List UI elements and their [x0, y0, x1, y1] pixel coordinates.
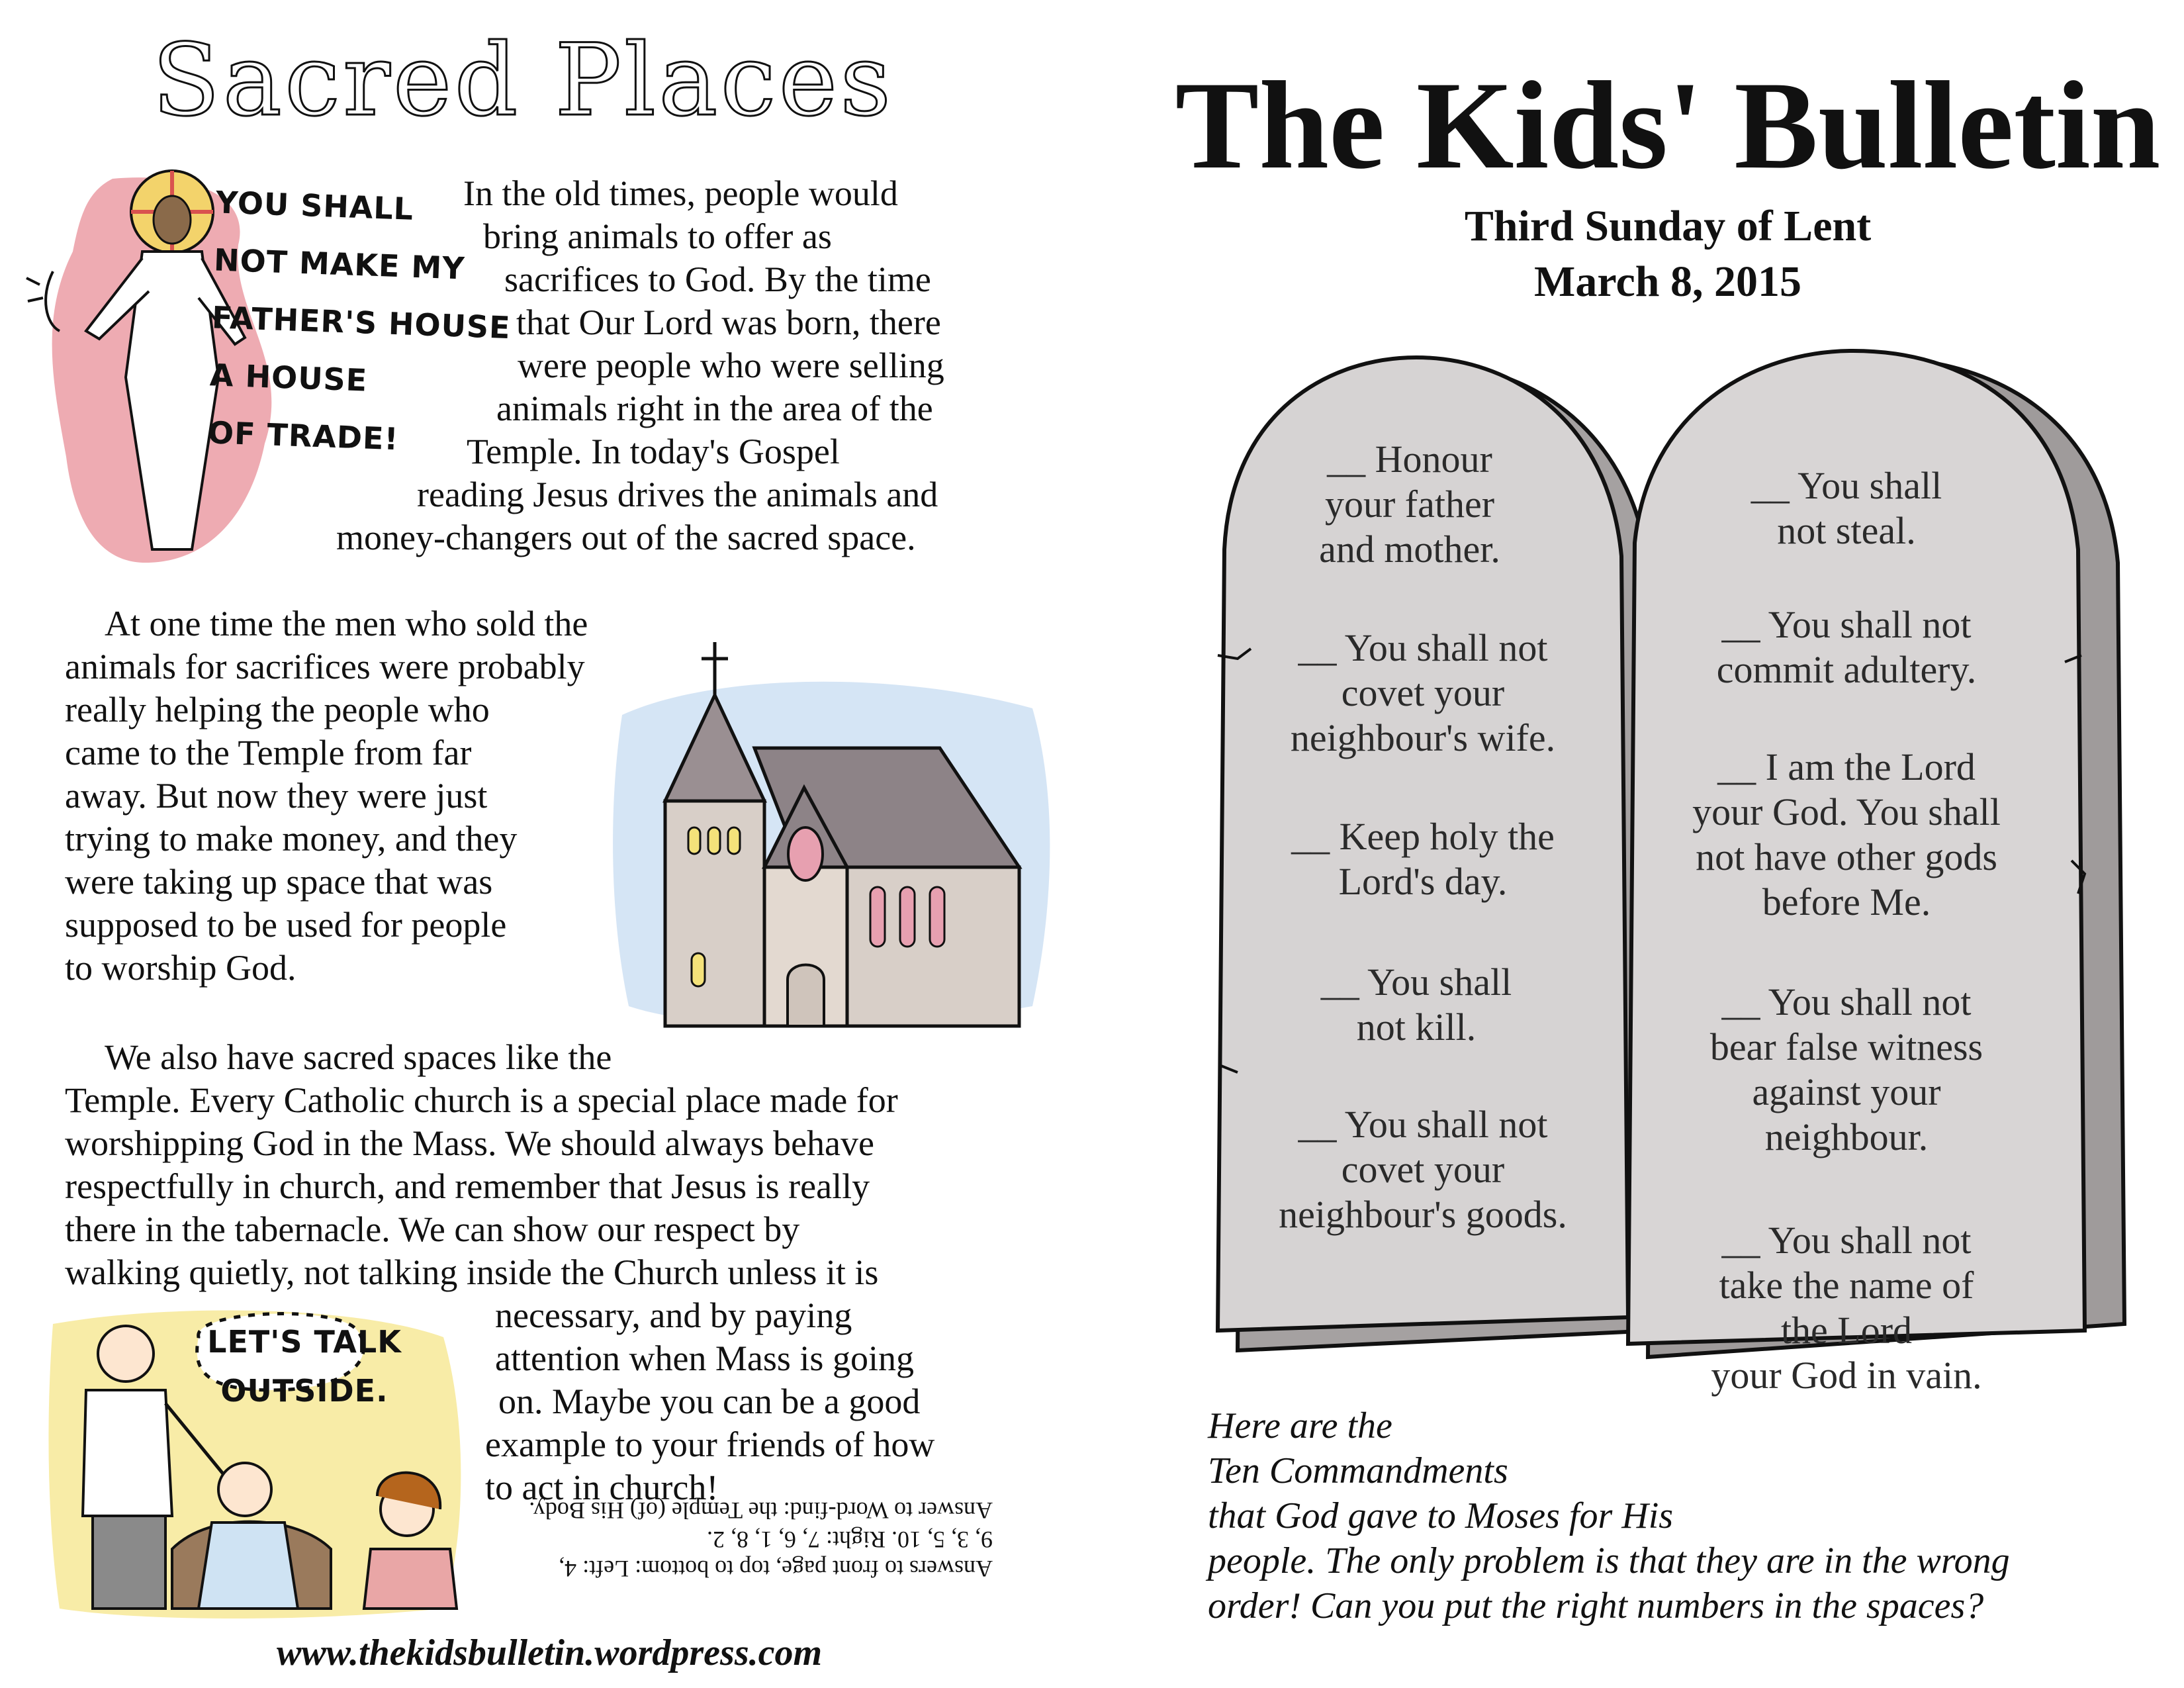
commandment-right-5: __ You shall not take the name of the Lord your God in vain.	[1711, 1219, 1982, 1397]
page-title: Sacred Places	[152, 23, 894, 138]
middle-paragraph: At one time the men who sold the animals for sacrifices were probably really helping the people who came to the Temple from far away. But now they were just trying to make money, and they were taking up space that was supposed to be used for people to worship God.	[65, 604, 588, 988]
commandment-left-5: __ You shall not covet your neighbour's goods.	[1279, 1103, 1567, 1236]
jesus-speech-text: YOU SHALL NOT MAKE MY FATHER'S HOUSE A HOUSE OF TRADE!	[207, 184, 512, 457]
speech-bubble-text: LET'S TALK OUTSIDE.	[207, 1324, 402, 1409]
answer-key-upside-down: Answers to front page, top to bottom: Left: 4, 9, 3, 5, 10. Right: 7, 6, 1, 8, 2. Answer to Word-find: the Temple (of) His Body.	[529, 1497, 993, 1582]
bulletin-title: The Kids' Bulletin	[1175, 56, 2161, 195]
bulletin-date: Third Sunday of Lent March 8, 2015	[1464, 202, 1872, 306]
commandment-left-3: __ Keep holy the Lord's day.	[1291, 815, 1555, 903]
commandment-right-2: __ You shall not commit adultery.	[1716, 603, 1977, 691]
tablets-caption: Here are the Ten Commandments that God gave to Moses for His people. The only problem is that they are in the wrong order! Can you put the right numbers in the spaces?	[1208, 1405, 2010, 1626]
commandment-left-4: __ You shall not kill.	[1320, 961, 1512, 1049]
worship-paragraph: We also have sacred spaces like the Temple. Every Catholic church is a special place made for worshipping God in the Mass. We should always behave respectfully in church, and remember that Jesus is really there in the tabernacle. We can show our respect by walking quietly, not talking inside the Church unless it is necessary, and by paying attention when Mass is going on. Maybe you can be a good example to your friends of how to act in church!	[65, 1037, 935, 1507]
commandment-right-4: __ You shall not bear false witness against your neighbour.	[1709, 980, 1983, 1158]
commandment-left-1: __ Honour your father and mother.	[1319, 438, 1500, 571]
website-url: www.thekidsbulletin.wordpress.com	[276, 1632, 823, 1673]
commandment-left-2: __ You shall not covet your neighbour's wife.	[1290, 626, 1556, 759]
intro-paragraph: In the old times, people would bring animals to offer as sacrifices to God. By the time that Our Lord was born, there were people who were selling animals right in the area of the Temple. In today's Gospel reading Jesus drives the animals and money-changers out of the sacred space.	[336, 173, 944, 557]
church-illustration	[609, 635, 1059, 1059]
commandment-right-3: __ I am the Lord your God. You shall not have other gods before Me.	[1692, 745, 2001, 923]
commandment-right-1: __ You shall not steal.	[1751, 464, 1942, 552]
